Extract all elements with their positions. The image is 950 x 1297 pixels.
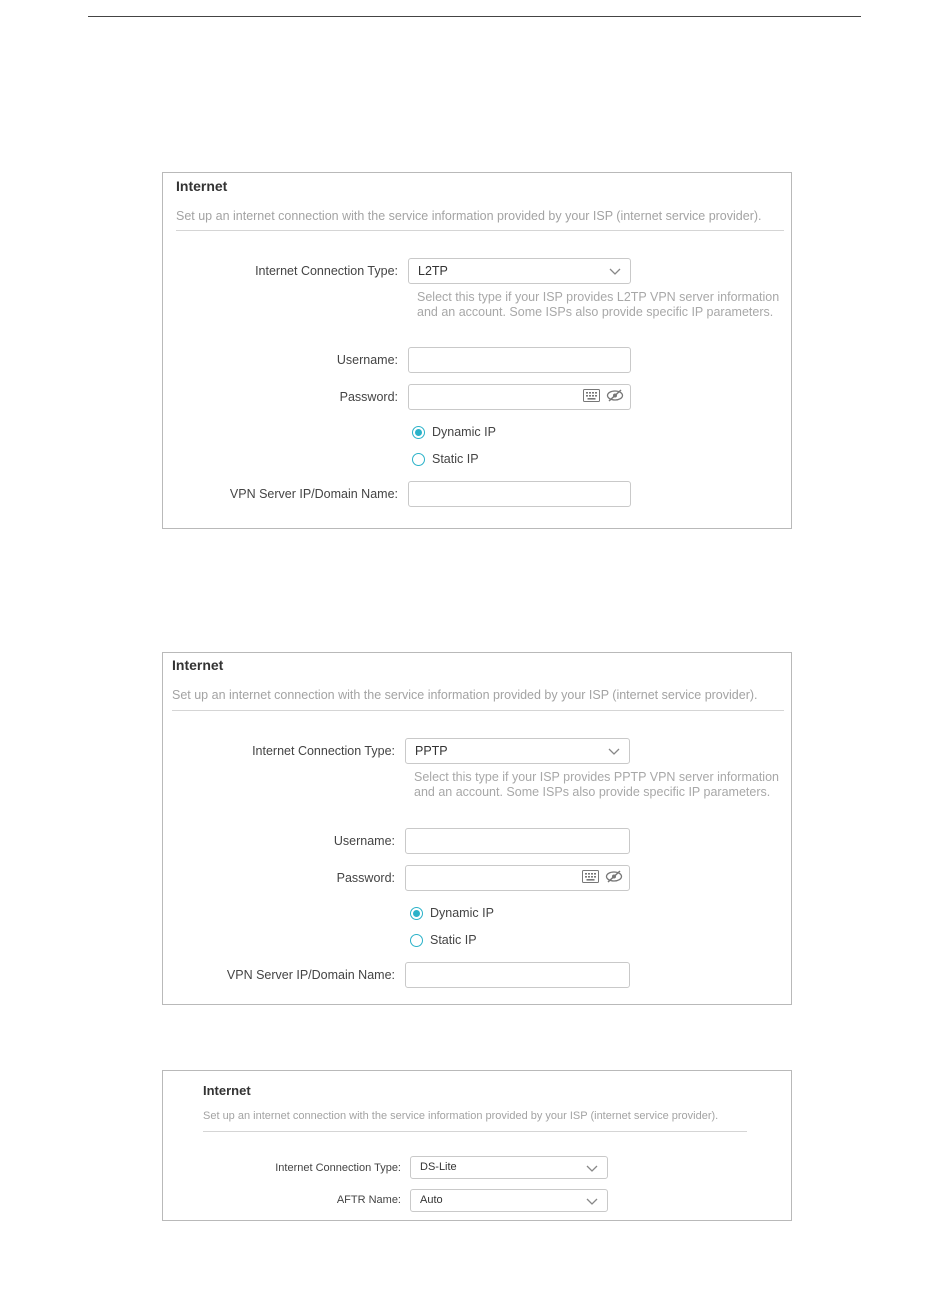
connection-type-label: Internet Connection Type: xyxy=(275,1162,401,1174)
connection-type-select[interactable] xyxy=(410,1156,608,1179)
aftr-name-select[interactable] xyxy=(410,1189,608,1212)
connection-type-value: L2TP xyxy=(418,264,448,278)
panel-title: Internet xyxy=(172,657,224,673)
radio-static-ip[interactable] xyxy=(410,933,477,947)
panel-description: Set up an internet connection with the service information provided by your ISP (internet service provider). xyxy=(203,1110,719,1122)
radio-label: Static IP xyxy=(432,452,479,466)
panel-divider xyxy=(203,1131,747,1132)
aftr-name-value: Auto xyxy=(420,1194,443,1206)
page-top-rule xyxy=(88,16,861,17)
password-label: Password: xyxy=(339,390,398,404)
password-input[interactable] xyxy=(405,865,630,891)
vpn-server-input[interactable] xyxy=(405,962,630,988)
radio-button-selected[interactable] xyxy=(410,907,423,920)
radio-button[interactable] xyxy=(412,453,425,466)
aftr-name-label: AFTR Name: xyxy=(336,1194,401,1206)
radio-button[interactable] xyxy=(410,934,423,947)
panel-description: Set up an internet connection with the service information provided by your ISP (internet service provider). xyxy=(176,209,762,223)
eye-slash-icon[interactable] xyxy=(606,389,624,402)
radio-button-selected[interactable] xyxy=(412,426,425,439)
chevron-down-icon xyxy=(608,264,622,278)
radio-label: Dynamic IP xyxy=(430,906,494,920)
radio-label: Dynamic IP xyxy=(432,425,496,439)
chevron-down-icon xyxy=(585,1161,599,1175)
radio-static-ip[interactable] xyxy=(412,452,479,466)
internet-panel-pptp xyxy=(162,652,792,1005)
username-label: Username: xyxy=(336,353,398,367)
radio-dynamic-ip[interactable] xyxy=(410,906,494,920)
username-input[interactable] xyxy=(408,347,631,373)
chevron-down-icon xyxy=(585,1194,599,1208)
panel-divider xyxy=(172,710,784,711)
radio-dynamic-ip[interactable] xyxy=(412,425,496,439)
connection-type-value: DS-Lite xyxy=(420,1161,457,1173)
keyboard-icon[interactable] xyxy=(583,389,600,402)
vpn-server-input[interactable] xyxy=(408,481,631,507)
connection-type-help: Select this type if your ISP provides PPTP VPN server information and an account. Some ISPs also provide specific IP parameters. xyxy=(414,770,779,799)
panel-title: Internet xyxy=(203,1083,251,1098)
connection-type-help: Select this type if your ISP provides L2TP VPN server information and an account. Some ISPs also provide specific IP parameters. xyxy=(417,290,780,319)
connection-type-value: PPTP xyxy=(415,744,448,758)
connection-type-label: Internet Connection Type: xyxy=(252,744,395,758)
panel-divider xyxy=(176,230,784,231)
chevron-down-icon xyxy=(607,744,621,758)
connection-type-label: Internet Connection Type: xyxy=(255,264,398,278)
keyboard-icon[interactable] xyxy=(582,870,599,883)
panel-description: Set up an internet connection with the service information provided by your ISP (internet service provider). xyxy=(172,688,758,702)
password-input[interactable] xyxy=(408,384,631,410)
username-label: Username: xyxy=(333,834,395,848)
vpn-server-label: VPN Server IP/Domain Name: xyxy=(226,968,395,982)
internet-panel-ds-lite xyxy=(162,1070,792,1221)
panel-title: Internet xyxy=(176,178,228,194)
connection-type-select[interactable] xyxy=(408,258,631,284)
vpn-server-label: VPN Server IP/Domain Name: xyxy=(229,487,398,501)
eye-slash-icon[interactable] xyxy=(605,870,623,883)
username-input[interactable] xyxy=(405,828,630,854)
connection-type-select[interactable] xyxy=(405,738,630,764)
radio-label: Static IP xyxy=(430,933,477,947)
password-label: Password: xyxy=(336,871,395,885)
internet-panel-l2tp xyxy=(162,172,792,529)
